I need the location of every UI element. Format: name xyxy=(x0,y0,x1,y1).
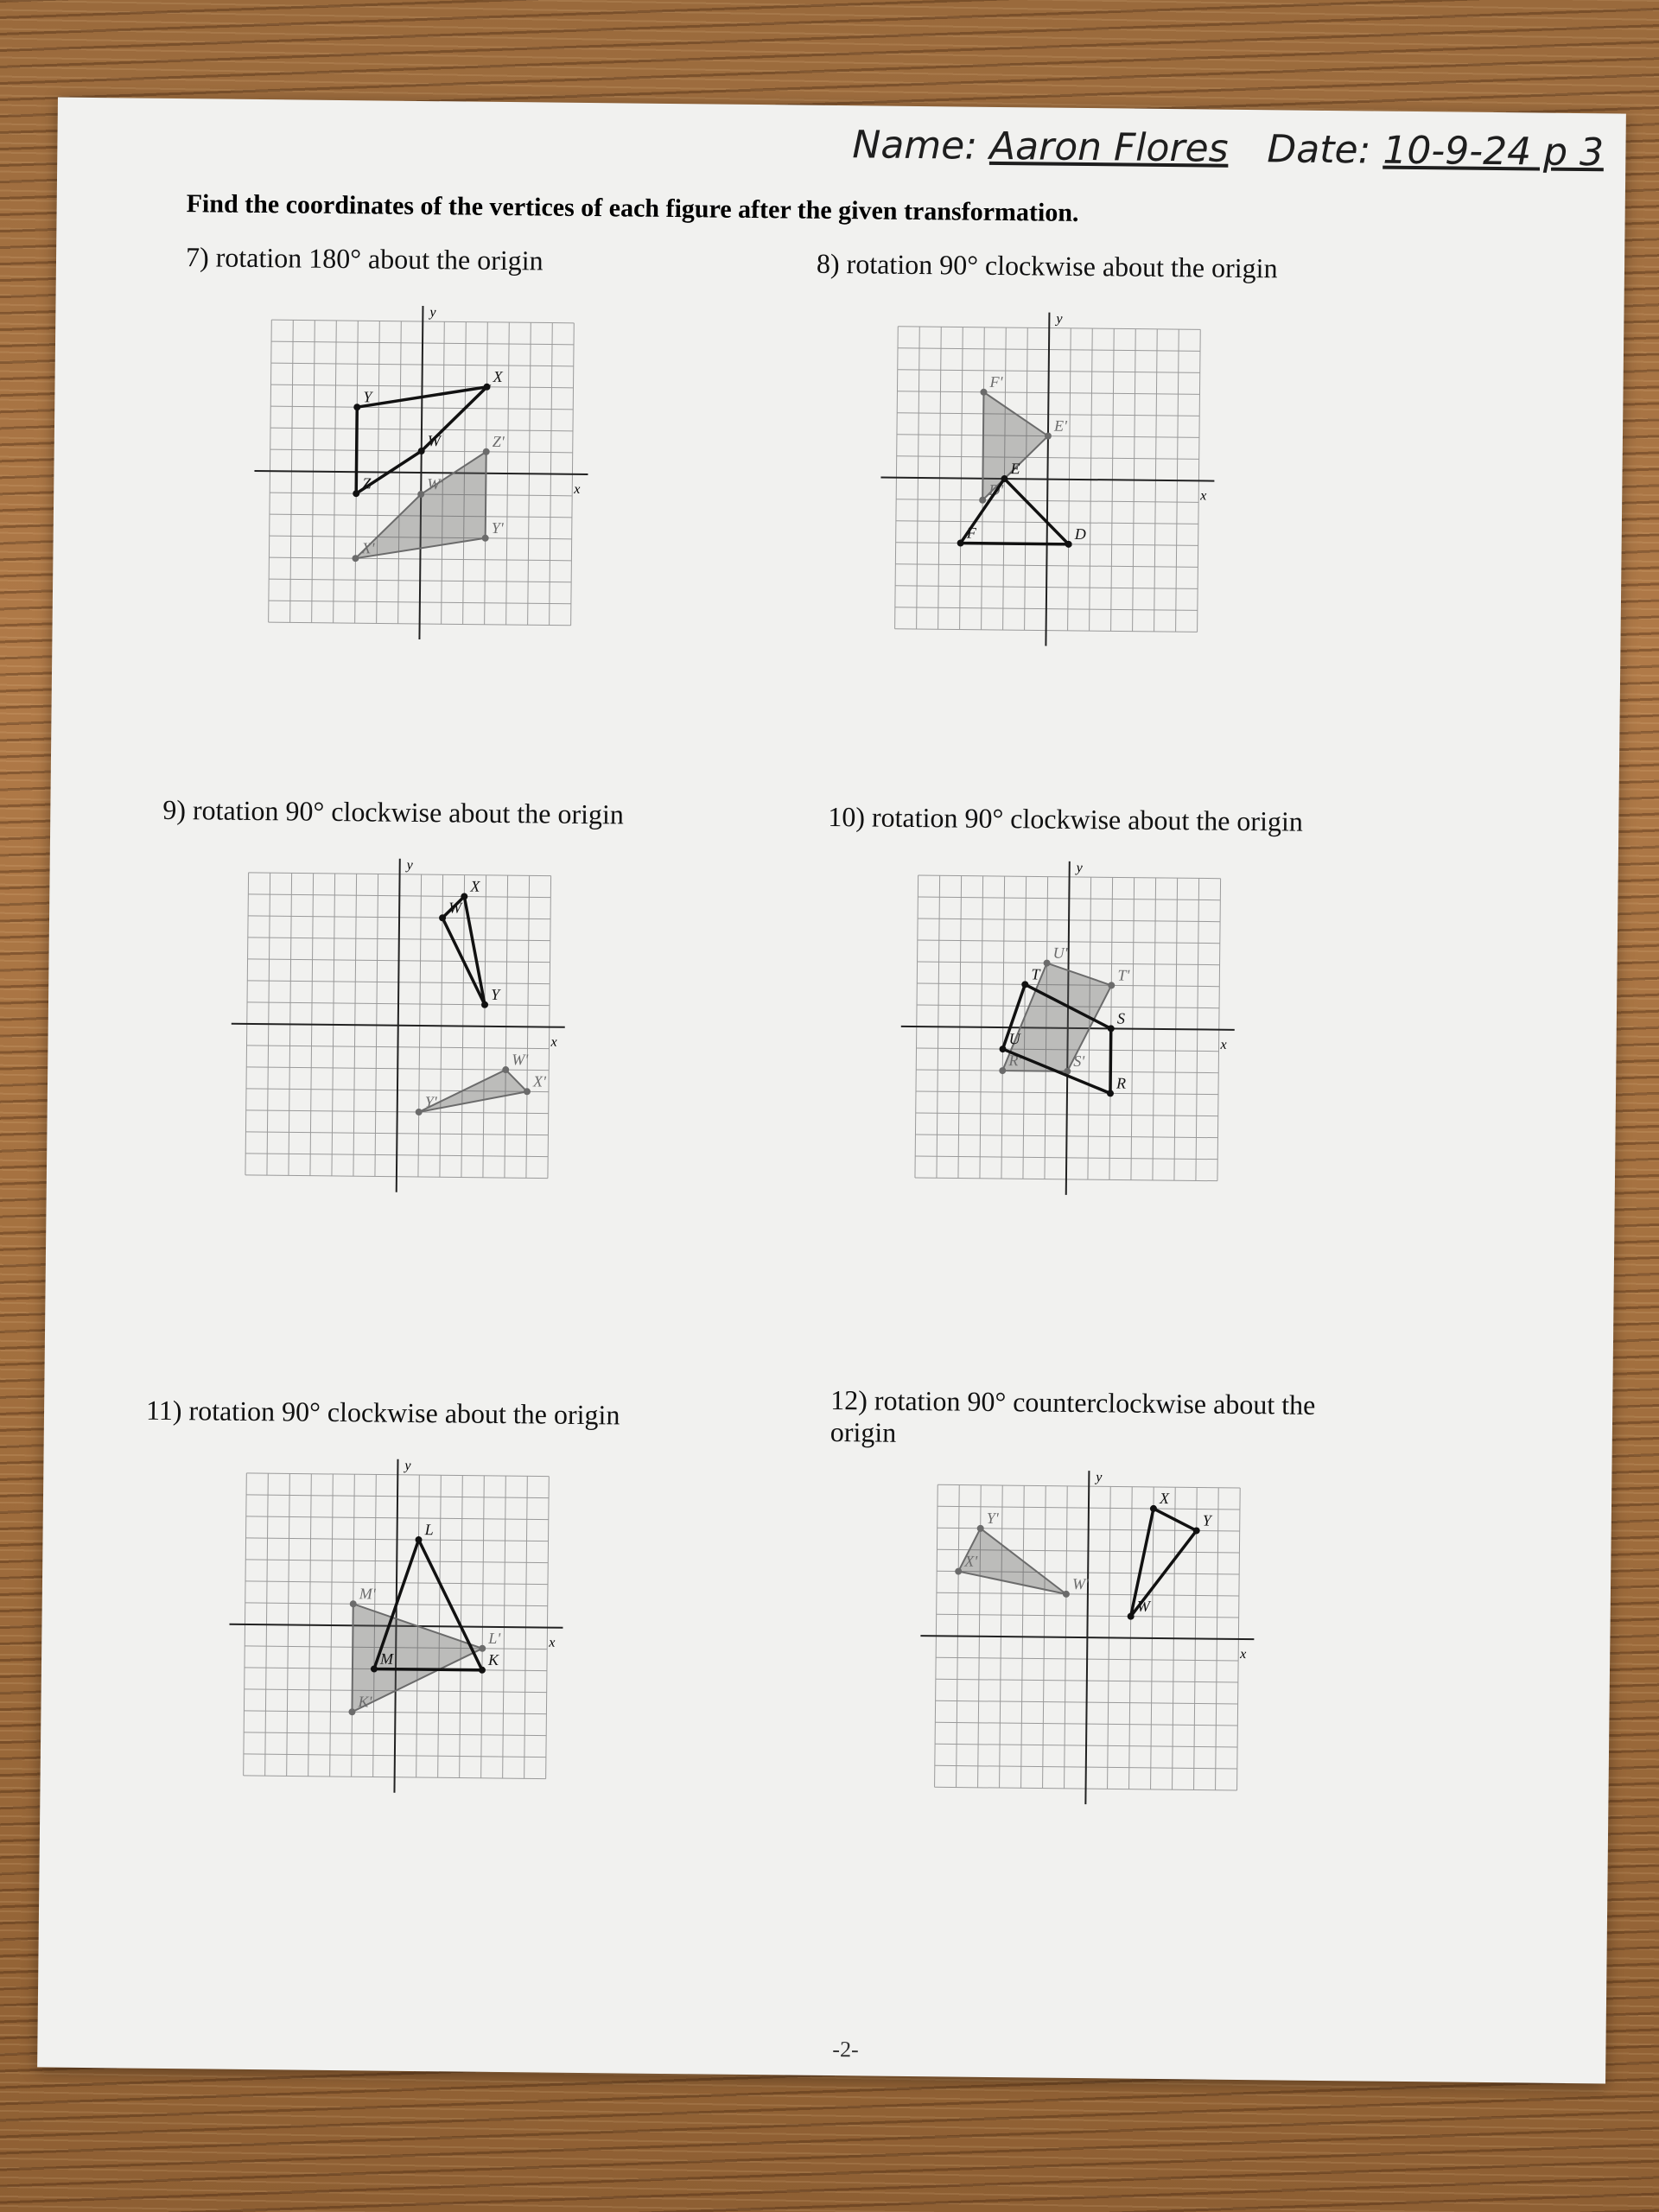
y-axis-label: y xyxy=(406,857,413,873)
vertex-label: W xyxy=(448,899,462,917)
graph-problem-11 xyxy=(208,1447,583,1805)
vertex-label: T xyxy=(1031,965,1040,983)
vertex-point xyxy=(416,1109,423,1116)
x-axis-label: x xyxy=(550,1034,557,1050)
vertex-label: M' xyxy=(359,1585,376,1603)
vertex-label: X xyxy=(1159,1490,1170,1508)
vertex-label: L' xyxy=(488,1629,501,1648)
vertex-label: F xyxy=(966,524,976,542)
vertex-label: W' xyxy=(512,1051,529,1069)
vertex-label: X' xyxy=(361,539,375,557)
vertex-label: U' xyxy=(1052,944,1068,962)
vertex-label: Y xyxy=(491,985,500,1003)
vertex-label: E' xyxy=(1053,416,1068,435)
y-axis-label: y xyxy=(404,1458,411,1473)
vertex-label: Y' xyxy=(491,518,504,537)
graph-problem-8 xyxy=(860,300,1235,658)
vertex-label: D' xyxy=(988,480,1004,499)
y-axis-label: y xyxy=(1056,311,1063,327)
vertex-label: X xyxy=(493,367,503,385)
page-number: -2- xyxy=(832,2037,859,2063)
vertex-label: F' xyxy=(989,372,1003,391)
instruction-text: Find the coordinates of the vertices of each figure after the given transformation. xyxy=(186,189,1079,227)
problem-7-label: 7) rotation 180° about the origin xyxy=(185,241,543,276)
problem-12-label: 12) rotation 90° counterclockwise about the origin xyxy=(830,1384,1316,1448)
y-axis-label: y xyxy=(429,305,436,321)
vertex-point xyxy=(353,404,360,410)
problem-10-label: 10) rotation 90° clockwise about the origin xyxy=(828,800,1304,837)
vertex-label: W xyxy=(1136,1597,1150,1615)
vertex-label: X' xyxy=(532,1072,547,1090)
vertex-label: E xyxy=(1010,460,1020,478)
name-field xyxy=(852,123,1229,171)
vertex-label: Y' xyxy=(424,1093,437,1111)
date-field xyxy=(1267,127,1604,175)
vertex-label: K' xyxy=(358,1693,372,1711)
vertex-label: Z' xyxy=(492,432,505,450)
vertex-label: W' xyxy=(427,475,444,493)
x-axis-label: x xyxy=(549,1635,556,1650)
vertex-label: X xyxy=(470,877,480,895)
problem-9-label: 9) rotation 90° clockwise about the origin xyxy=(162,793,625,830)
y-axis-label: y xyxy=(1096,1470,1103,1485)
graph-problem-7 xyxy=(233,294,608,652)
problem-8-label: 8) rotation 90° clockwise about the origin xyxy=(816,247,1278,284)
graph-problem-10 xyxy=(880,849,1255,1207)
vertex-label: X' xyxy=(964,1552,978,1570)
vertex-label: R' xyxy=(1008,1052,1022,1070)
original-figure xyxy=(961,479,1070,544)
vertex-label: R xyxy=(1116,1074,1127,1092)
name-value: Aaron Flores xyxy=(988,124,1229,171)
vertex-label: S xyxy=(1116,1009,1125,1027)
problem-11-label: 11) rotation 90° clockwise about the origin xyxy=(145,1394,620,1431)
x-axis-label: x xyxy=(1240,1646,1247,1662)
vertex-label: Z xyxy=(362,474,372,493)
vertex-label: M xyxy=(379,1649,394,1668)
graph-problem-12 xyxy=(899,1459,1274,1816)
date-value: 10-9-24 p 3 xyxy=(1382,128,1605,175)
vertex-point xyxy=(479,1645,486,1652)
graph-problem-9 xyxy=(211,847,586,1205)
vertex-label: Y' xyxy=(986,1509,999,1528)
vertex-label: W' xyxy=(1071,1574,1089,1593)
x-axis-label: x xyxy=(1200,488,1207,504)
date-label: Date: xyxy=(1267,127,1371,173)
vertex-label: L xyxy=(424,1521,434,1539)
vertex-label: K xyxy=(487,1650,499,1669)
vertex-label: S' xyxy=(1073,1052,1085,1071)
vertex-label: T' xyxy=(1117,966,1130,984)
vertex-label: Y xyxy=(363,388,372,406)
vertex-label: Y xyxy=(1202,1511,1211,1529)
y-axis-label: y xyxy=(1076,860,1083,876)
vertex-label: U xyxy=(1008,1030,1020,1048)
worksheet-paper xyxy=(37,98,1626,2084)
vertex-label: W xyxy=(427,432,441,450)
vertex-label: D xyxy=(1074,524,1086,543)
name-label: Name: xyxy=(852,123,978,168)
x-axis-label: x xyxy=(574,481,581,497)
x-axis-label: x xyxy=(1220,1037,1227,1052)
